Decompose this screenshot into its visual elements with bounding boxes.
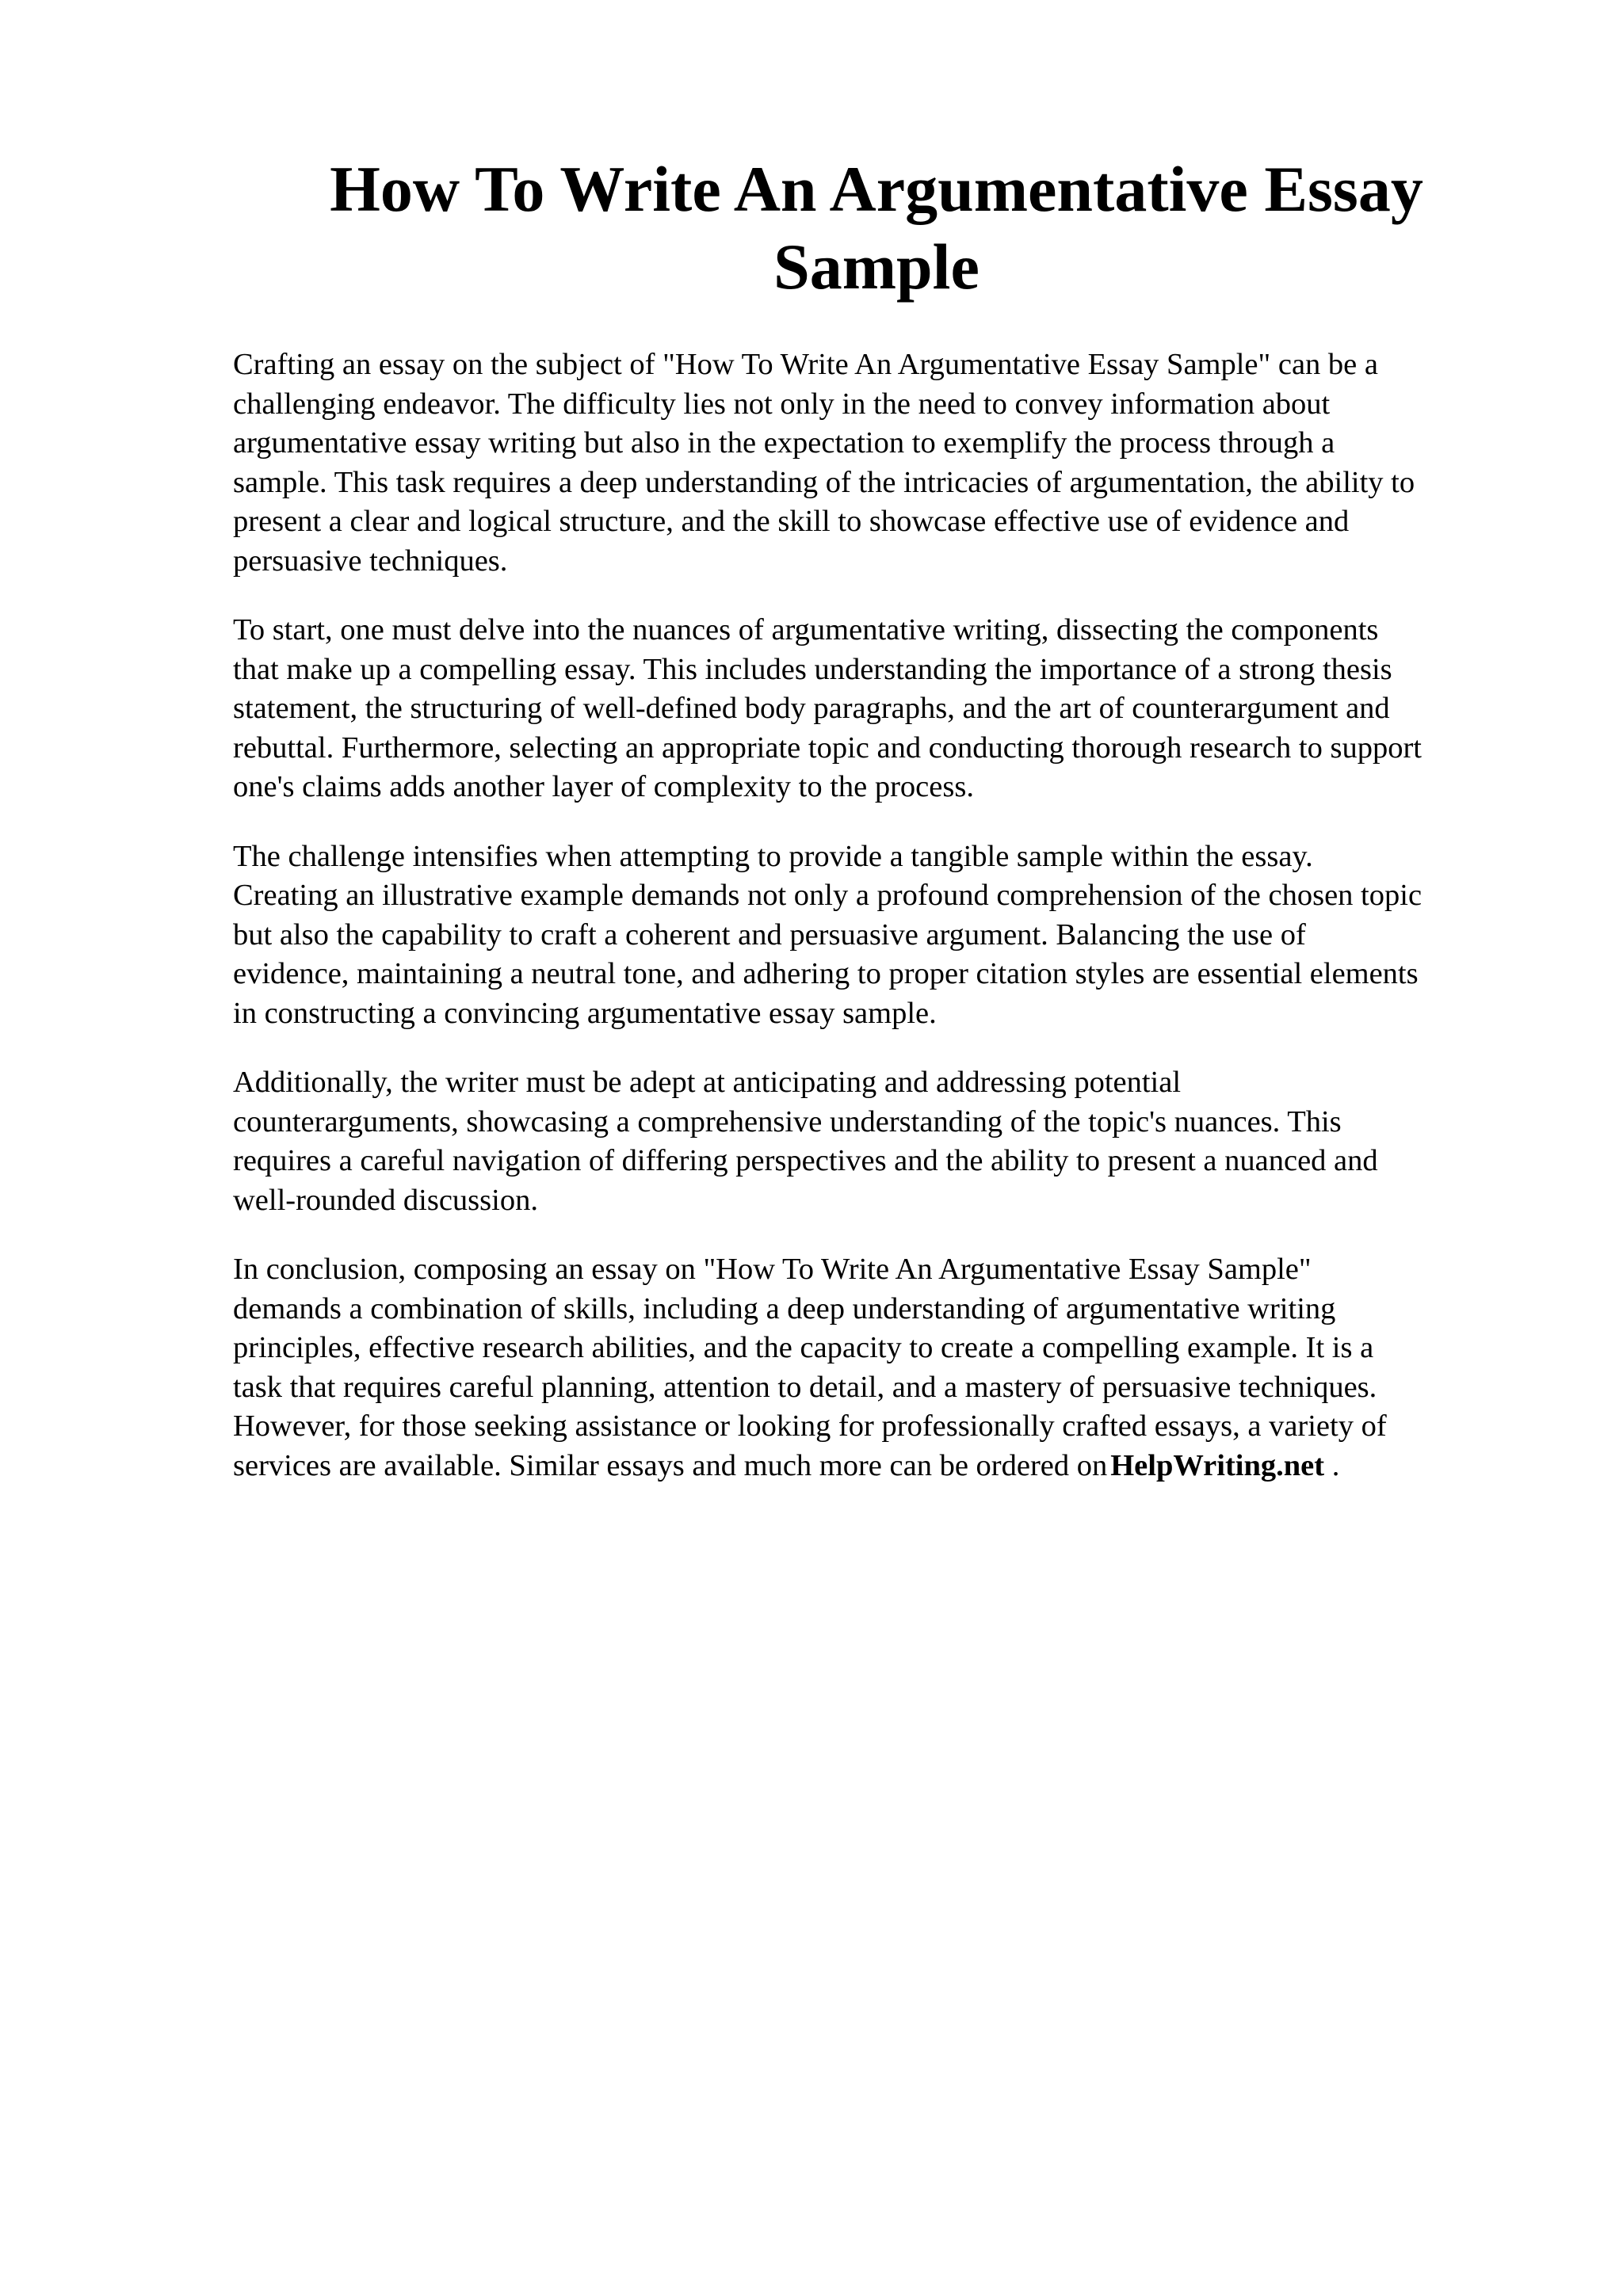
paragraph-3: The challenge intensifies when attempting to provide a tangible sample within the essay. Creating an illustrative example demands not only a profound comprehension of the chosen topic but also the capability to craft a coherent and persuasive argument. Balancing the use of evidence, maintaining a neutral tone, and adhering to proper citation styles are essential elements in constructing a convincing argumentative essay sample. [233, 839, 1423, 1030]
document-title: How To Write An Argumentative Essay Sample [330, 153, 1423, 303]
document-body [233, 345, 1533, 1516]
conclusion-paragraph [233, 1250, 1533, 1486]
conclusion-end: . [1324, 1448, 1340, 1482]
helpwriting-link[interactable]: HelpWriting.net [1110, 1448, 1325, 1482]
paragraph-1: Crafting an essay on the subject of "How To Write An Argumentative Essay Sample" can be a challenging endeavor. The difficulty lies not only in the need to convey information about argumentative essay writing but also in the expectation to exemplify the process through a sample. This task requires a deep understanding of the intricacies of argumentation, the ability to present a clear and logical structure, and the skill to showcase effective use of evidence and persuasive techniques. [233, 348, 1415, 578]
paragraph-4: Additionally, the writer must be adept at anticipating and addressing potential counterarguments, showcasing a comprehensive understanding of the topic's nuances. This requires a careful navigation of differing perspectives and the ability to present a nuanced and well-rounded discussion. [233, 1066, 1378, 1217]
conclusion-text: In conclusion, composing an essay on "How To Write An Argumentative Essay Sample" demands a combination of skills, including a deep understanding of argumentative writing principles, effective research abilities, and the capacity to create a compelling example. It is a task that requires careful planning, attention to detail, and a mastery of persuasive techniques. However, for those seeking assistance or looking for professionally crafted essays, a variety of services are available. Similar essays and much more can be ordered on [233, 1253, 1387, 1482]
paragraph-2: To start, one must delve into the nuances of argumentative writing, dissecting the components that make up a compelling essay. This includes understanding the importance of a strong thesis statement, the structuring of well-defined body paragraphs, and the art of counterargument and rebuttal. Furthermore, selecting an appropriate topic and conducting thorough research to support one's claims adds another layer of complexity to the process. [233, 613, 1422, 803]
